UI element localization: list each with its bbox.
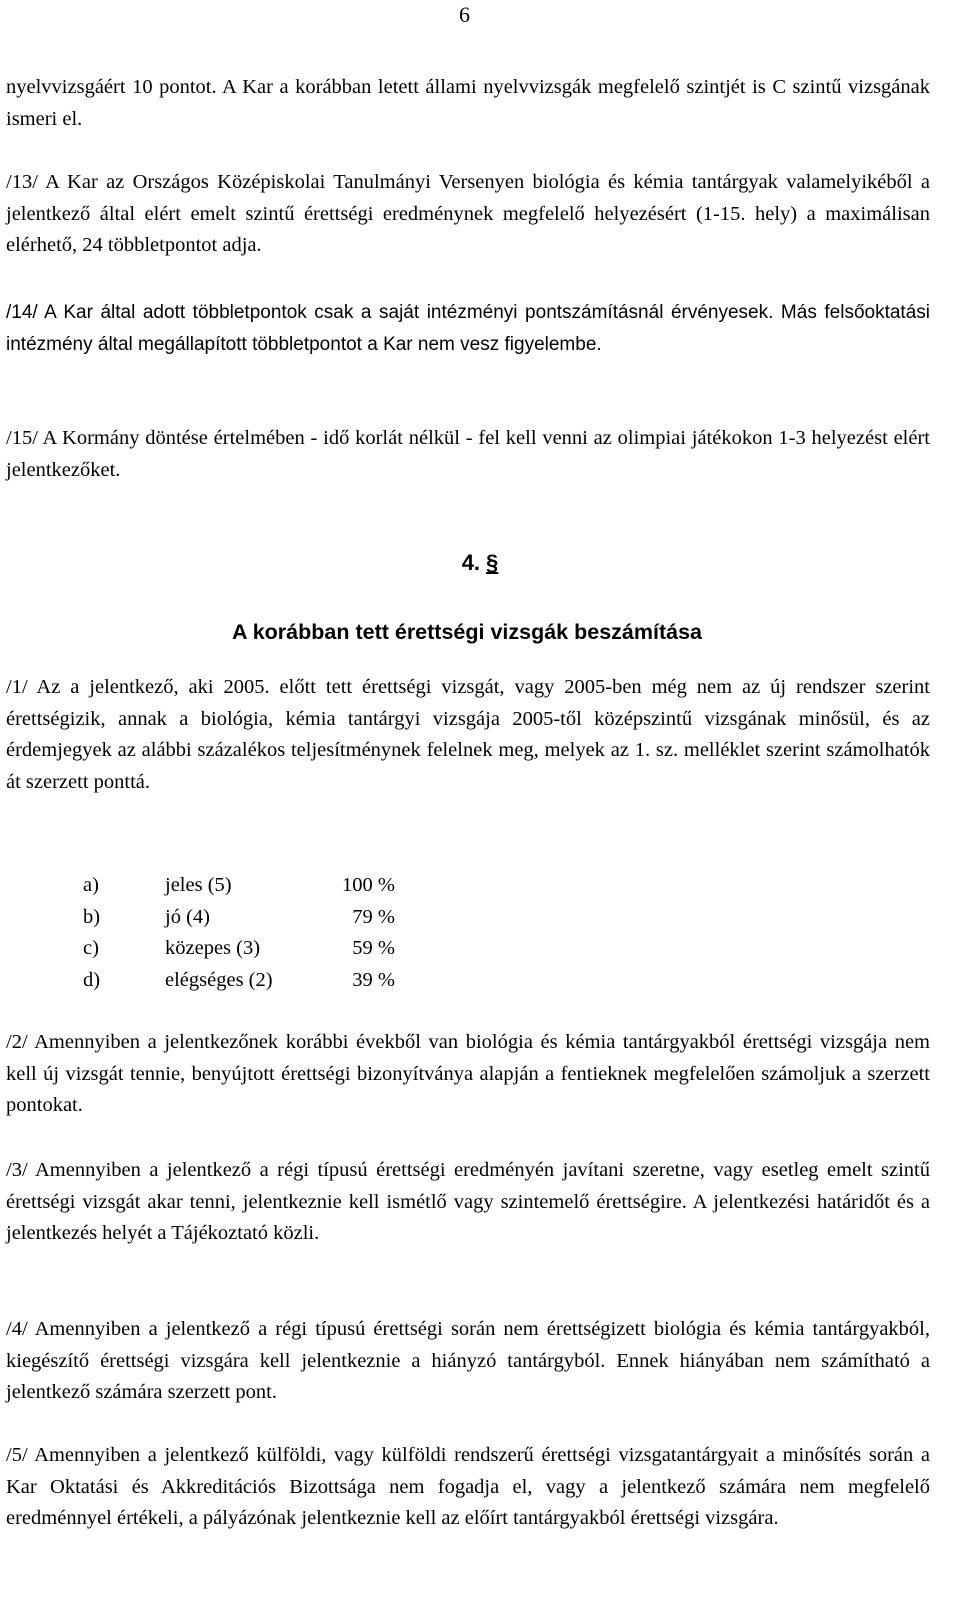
grade-row bbox=[83, 965, 423, 997]
paragraph-3: /3/ Amennyiben a jelentkező a régi típusú érettségi eredményén javítani szeretne, vagy esetleg emelt szintű érettségi vizsgát akar tenni, jelentkeznie kell ismétlő vagy szintemelő érettségire. A jelentkezési határidőt és a jelentkezés helyét a Tájékoztató közli. bbox=[6, 1159, 930, 1244]
grade-row bbox=[83, 933, 423, 965]
grade-letter: d) bbox=[83, 968, 101, 991]
section-number-text: 4. bbox=[461, 550, 481, 575]
grade-percent: 39 % bbox=[352, 968, 395, 991]
paragraph-14: /14/ A Kar által adott többletpontok csak a saját intézményi pontszámításnál érvényesek. Más felsőoktatási intézmény által megállapított többletpontot a Kar nem vesz figyelembe. bbox=[6, 302, 930, 355]
page-number: 6 bbox=[459, 2, 470, 27]
paragraph-15: /15/ A Kormány döntése értelmében - idő korlát nélkül - fel kell venni az olimpiai játékokon 1-3 helyezést elért jelentkezőket. bbox=[6, 427, 930, 481]
section-number bbox=[0, 550, 960, 576]
section-symbol: § bbox=[486, 550, 499, 575]
grade-letter: b) bbox=[83, 905, 101, 928]
grade-row bbox=[83, 870, 423, 902]
paragraph-4: /4/ Amennyiben a jelentkező a régi típusú érettségi során nem érettségizett biológia és kémia tantárgyakból, kiegészítő érettségi vizsgára kell jelentkeznie a hiányzó tantárgyból. Ennek hiányában nem számítható a jelentkező számára szerzett pont. bbox=[6, 1318, 930, 1403]
grade-percent: 59 % bbox=[352, 937, 395, 959]
grade-row bbox=[83, 902, 423, 934]
grade-letter: a) bbox=[83, 874, 99, 896]
grade-percent: 100 % bbox=[342, 874, 395, 896]
grade-name: közepes (3) bbox=[165, 937, 261, 959]
paragraph-1: /1/ Az a jelentkező, aki 2005. előtt tett érettségi vizsgát, vagy 2005-ben még nem az új rendszer szerint érettségizik, annak a biológia, kémia tantárgyi vizsgája 2005-től középszintű vizsgának minősül, és az érdemjegyek az alábbi százalékos teljesítménynek felelnek meg, melyek az 1. sz. melléklet szerint számolhatók át szerzett ponttá. bbox=[6, 676, 930, 793]
paragraph-13: /13/ A Kar az Országos Középiskolai Tanulmányi Versenyen biológia és kémia tantárgyak valamelyikéből a jelentkező által elért emelt szintű érettségi eredménynek megfelelő helyezésért (1-15. hely) a maximálisan elérhető, 24 többletpontot adja. bbox=[6, 171, 930, 256]
grade-name: elégséges (2) bbox=[165, 968, 273, 991]
grade-percent: 79 % bbox=[352, 905, 395, 928]
paragraph-2: /2/ Amennyiben a jelentkezőnek korábbi évekből van biológia és kémia tantárgyakból érettségi vizsgája nem kell új vizsgát tennie, benyújtott érettségi bizonyítványa alapján a fentieknek megfelelően számoljuk a szerzett pontokat. bbox=[6, 1031, 930, 1116]
grade-list bbox=[83, 870, 423, 996]
grade-letter: c) bbox=[83, 937, 99, 959]
grade-name: jeles (5) bbox=[165, 874, 232, 896]
grade-name: jó (4) bbox=[165, 905, 210, 928]
paragraph-5: /5/ Amennyiben a jelentkező külföldi, vagy külföldi rendszerű érettségi vizsgatantárgyait a minősítés során a Kar Oktatási és Akkreditációs Bizottsága nem fogadja el, vagy a jelentkező számára nem megfelelő eredménnyel értékeli, a pályázónak jelentkeznie kell az előírt tantárgyakból érettségi vizsgára. bbox=[6, 1444, 930, 1529]
paragraph-language-exam: nyelvvizsgáért 10 pontot. A Kar a korábban letett állami nyelvvizsgák megfelelő szintjét is C szintű vizsgának ismeri el. bbox=[6, 76, 930, 130]
section-title: A korábban tett érettségi vizsgák beszámítása bbox=[232, 620, 702, 644]
